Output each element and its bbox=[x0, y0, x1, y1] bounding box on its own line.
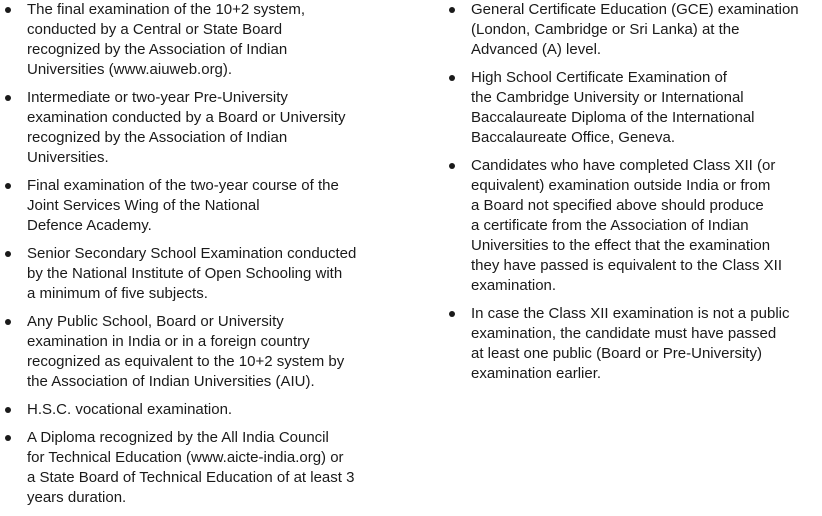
item-text-line: Baccalaureate Office, Geneva. bbox=[471, 129, 676, 146]
item-text-line: the Association of Indian Universities (AIU). bbox=[27, 373, 315, 390]
right-list-item bbox=[444, 156, 816, 296]
item-text-line: conducted by a Central or State Board bbox=[27, 21, 283, 38]
right-list-item bbox=[444, 68, 816, 148]
bullet-icon bbox=[5, 407, 11, 413]
item-text-line: High School Certificate Examination of bbox=[471, 69, 727, 86]
item-text-line: examination, the candidate must have passed bbox=[471, 325, 777, 342]
bullet-icon bbox=[5, 7, 11, 13]
item-text-line: examination. bbox=[471, 277, 557, 294]
item-text-line: years duration. bbox=[27, 489, 127, 506]
item-text-line: recognized as equivalent to the 10+2 system by bbox=[27, 353, 345, 370]
item-text-line: recognized by the Association of Indian bbox=[27, 41, 288, 58]
right-list-item bbox=[444, 0, 816, 60]
item-text-line: Defence Academy. bbox=[27, 217, 152, 234]
item-text-line: recognized by the Association of Indian bbox=[27, 129, 288, 146]
left-list-item bbox=[0, 312, 392, 392]
item-text-line: a Board not specified above should produce bbox=[471, 197, 764, 214]
bullet-icon bbox=[5, 95, 11, 101]
item-text-line: Joint Services Wing of the National bbox=[27, 197, 260, 214]
bullet-icon bbox=[5, 183, 11, 189]
item-text-line: Advanced (A) level. bbox=[471, 41, 602, 58]
item-text-line: examination in India or in a foreign country bbox=[27, 333, 310, 350]
item-text-line: Baccalaureate Diploma of the International bbox=[471, 109, 755, 126]
bullet-icon bbox=[449, 7, 455, 13]
bullet-icon bbox=[449, 75, 455, 81]
item-text-line: for Technical Education (www.aicte-india.org) or bbox=[27, 449, 344, 466]
item-text-line: they have passed is equivalent to the Class XII bbox=[471, 257, 783, 274]
item-text-line: H.S.C. vocational examination. bbox=[27, 401, 233, 418]
left-list-item bbox=[0, 244, 392, 304]
bullet-icon bbox=[5, 251, 11, 257]
item-text-line: Final examination of the two-year course of the bbox=[27, 177, 339, 194]
item-text-line: (London, Cambridge or Sri Lanka) at the bbox=[471, 21, 740, 38]
item-text-line: at least one public (Board or Pre-University) bbox=[471, 345, 762, 362]
item-text-line: In case the Class XII examination is not a public bbox=[471, 305, 790, 322]
item-text-line: Intermediate or two-year Pre-University bbox=[27, 89, 288, 106]
item-text-line: examination earlier. bbox=[471, 365, 602, 382]
right-list-item bbox=[444, 304, 816, 384]
item-text-line: the Cambridge University or International bbox=[471, 89, 744, 106]
left-column-list bbox=[0, 0, 392, 516]
left-list-item bbox=[0, 0, 392, 80]
right-column-list bbox=[444, 0, 816, 392]
bullet-icon bbox=[449, 311, 455, 317]
item-text-line: by the National Institute of Open Schooling with bbox=[27, 265, 343, 282]
bullet-icon bbox=[5, 435, 11, 441]
item-text-line: Universities to the effect that the examination bbox=[471, 237, 771, 254]
item-text-line: Any Public School, Board or University bbox=[27, 313, 284, 330]
item-text-line: The final examination of the 10+2 system, bbox=[27, 1, 306, 18]
item-text-line: Universities. bbox=[27, 149, 109, 166]
item-text-line: A Diploma recognized by the All India Council bbox=[27, 429, 329, 446]
item-text-line: a certificate from the Association of Indian bbox=[471, 217, 749, 234]
item-text-line: Candidates who have completed Class XII (or bbox=[471, 157, 776, 174]
left-list-item bbox=[0, 400, 392, 420]
bullet-icon bbox=[449, 163, 455, 169]
item-text-line: examination conducted by a Board or University bbox=[27, 109, 346, 126]
item-text-line: equivalent) examination outside India or from bbox=[471, 177, 771, 194]
item-text-line: a State Board of Technical Education of at least 3 bbox=[27, 469, 355, 486]
item-text-line: a minimum of five subjects. bbox=[27, 285, 208, 302]
item-text-line: Senior Secondary School Examination conducted bbox=[27, 245, 357, 262]
bullet-icon bbox=[5, 319, 11, 325]
left-list-item bbox=[0, 428, 392, 508]
item-text-line: General Certificate Education (GCE) examination bbox=[471, 1, 799, 18]
item-text-line: Universities (www.aiuweb.org). bbox=[27, 61, 233, 78]
left-list-item bbox=[0, 176, 392, 236]
left-list-item bbox=[0, 88, 392, 168]
